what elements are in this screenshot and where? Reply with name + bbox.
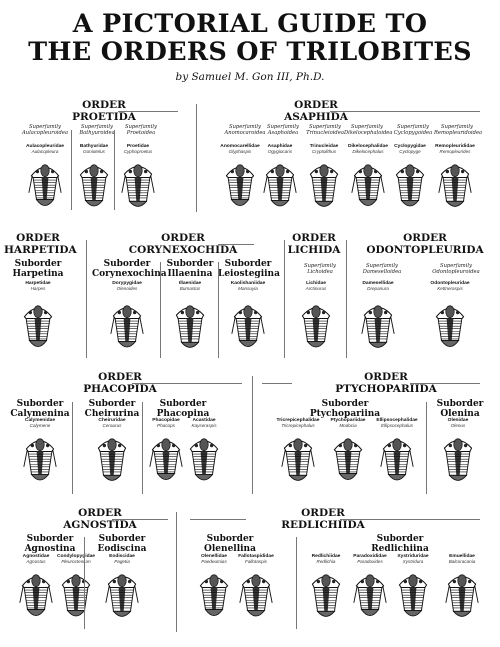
trilobite-icon xyxy=(231,295,265,359)
superfamily-label: Superfamily Trinucleioidea xyxy=(306,124,344,136)
suborder-heading: Suborder Olenina xyxy=(436,399,484,419)
family-label: Redlichiidae xyxy=(311,554,341,559)
trilobite-icon xyxy=(361,295,395,359)
genus-label: Ellipsocephalus xyxy=(381,423,413,428)
divider xyxy=(118,111,178,112)
family-label: Fallotaspididae xyxy=(238,554,274,559)
family-label: Lichidae xyxy=(306,281,326,286)
genus-label: Redlichia xyxy=(316,559,336,564)
genus-label: Calymene xyxy=(29,423,51,428)
divider xyxy=(346,240,347,358)
trilobite-icon xyxy=(77,158,111,214)
trilobite-icon xyxy=(95,432,129,488)
order-heading-proetida: ORDER PROETIDA xyxy=(72,99,136,123)
family-label: Ptychopariidae xyxy=(330,418,366,423)
family-label: Acastidae xyxy=(192,418,216,423)
trilobite-icon xyxy=(299,295,333,359)
divider xyxy=(410,383,480,384)
family-label: Anomocarellidae xyxy=(220,144,260,149)
trilobite-icon xyxy=(396,568,430,624)
divider xyxy=(330,111,480,112)
divider xyxy=(160,262,161,358)
divider xyxy=(176,512,177,632)
divider xyxy=(252,376,253,494)
family-label: Olenellidae xyxy=(200,554,228,559)
genus-label: Pagetia xyxy=(114,559,130,564)
family-label: Condylopygidae xyxy=(56,554,96,559)
suborder-heading: Suborder Olenellina xyxy=(204,534,256,554)
suborder-heading: Suborder Redlichiina xyxy=(371,534,429,554)
family-label: Dorypygidae xyxy=(112,281,142,286)
genus-label: Cyphoproetus xyxy=(123,149,153,154)
order-heading-agnostida: ORDER AGNOSTIDA xyxy=(63,507,137,531)
trilobite-icon xyxy=(433,295,467,359)
trilobite-icon xyxy=(438,158,472,214)
genus-label: Ceraurus xyxy=(102,423,122,428)
divider xyxy=(296,537,297,629)
trilobite-icon xyxy=(263,158,297,214)
trilobite-icon xyxy=(331,432,365,488)
genus-label: Modocia xyxy=(339,423,357,428)
trilobite-icon xyxy=(441,432,475,488)
divider xyxy=(86,240,87,358)
title-line-2: THE ORDERS OF TRILOBITES xyxy=(28,37,472,67)
family-label: Bathyuridae xyxy=(79,144,109,149)
genus-label: Bumastus xyxy=(179,286,201,291)
order-heading-asaphida: ORDER ASAPHIDA xyxy=(284,99,348,123)
family-label: Kaolishaniidae xyxy=(230,281,266,286)
divider xyxy=(340,519,480,520)
suborder-heading: Suborder Phacopina xyxy=(156,399,210,419)
order-heading-ptychopariida: ORDER PTYCHOPARIIDA xyxy=(335,371,437,395)
trilobite-icon xyxy=(393,158,427,214)
genus-label: Xystridura xyxy=(402,559,424,564)
divider xyxy=(84,537,85,629)
suborder-heading: Suborder Ptychopariina xyxy=(309,399,381,419)
family-label: Harpetidae xyxy=(25,281,51,286)
trilobite-icon xyxy=(21,295,55,359)
superfamily-label: Superfamily Asaphoidea xyxy=(267,124,299,136)
divider xyxy=(71,130,72,210)
trilobite-icon xyxy=(187,432,221,488)
superfamily-label: Superfamily Odontopleuroidea xyxy=(432,263,480,275)
family-label: Eodiscidae xyxy=(109,554,135,559)
title-line-1: A PICTORIAL GUIDE TO xyxy=(72,9,428,39)
genus-label: Ogygiocaris xyxy=(267,149,293,154)
suborder-heading: Suborder Corynexochina xyxy=(92,259,167,279)
trilobite-icon xyxy=(105,568,139,624)
order-heading-harpetida: ORDER HARPETIDA xyxy=(4,232,77,256)
suborder-heading: Suborder Eodiscina xyxy=(97,534,147,554)
divider xyxy=(72,402,73,494)
genus-label: Drepanura xyxy=(367,286,389,291)
superfamily-label: Superfamily Cyclopygoidea xyxy=(393,124,433,136)
suborder-heading: Suborder Leiostegiina xyxy=(218,259,280,279)
family-label: Asaphidae xyxy=(267,144,293,149)
genus-label: Phacops xyxy=(157,423,175,428)
family-label: Phacopidae xyxy=(152,418,180,423)
divider xyxy=(426,402,427,494)
genus-label: Cyclopyge xyxy=(399,149,421,154)
trilobite-icon xyxy=(110,295,144,359)
trilobite-icon xyxy=(281,432,315,488)
suborder-heading: Suborder Cheirurina xyxy=(84,399,140,419)
divider xyxy=(262,383,292,384)
genus-label: Cryptolithus xyxy=(311,149,337,154)
superfamily-label: Superfamily Remopleuridoidea xyxy=(434,124,483,136)
trilobite-icon xyxy=(445,568,479,624)
suborder-heading: Suborder Harpetina xyxy=(12,259,64,279)
family-label: Trinucleidae xyxy=(309,144,339,149)
superfamily-label: Superfamily Dikelocephaloidea xyxy=(344,124,393,136)
genus-label: Kayseraspis xyxy=(191,423,217,428)
trilobite-icon xyxy=(239,568,273,624)
divider xyxy=(114,130,115,210)
genus-label: Arctinurus xyxy=(305,286,327,291)
divider xyxy=(190,519,246,520)
family-label: Remopleurididae xyxy=(435,144,475,149)
family-label: Illaenidae xyxy=(178,281,202,286)
order-heading-corynexochida: ORDER CORYNEXOCHIDA xyxy=(128,232,238,256)
genus-label: Pleuroctenium xyxy=(61,559,91,564)
order-heading-phacopida: ORDER PHACOPIDA xyxy=(83,371,157,395)
divider xyxy=(112,519,168,520)
genus-label: Dikelocephalus xyxy=(352,149,384,154)
family-label: Cyclopygidae xyxy=(394,144,426,149)
trilobite-icon xyxy=(121,158,155,214)
family-label: Calymenidae xyxy=(24,418,56,423)
superfamily-label: Superfamily Aulacopleuroidea xyxy=(22,124,69,136)
suborder-heading: Suborder Agnostina xyxy=(24,534,76,554)
trilobite-icon xyxy=(351,158,385,214)
trilobite-icon xyxy=(353,568,387,624)
trilobite-icon xyxy=(23,432,57,488)
trilobite-icon xyxy=(307,158,341,214)
genus-label: Fallotaspis xyxy=(245,559,267,564)
genus-label: Goniotelus xyxy=(83,149,105,154)
family-label: Dikelocephalidae xyxy=(348,144,388,149)
family-label: Cheiruridae xyxy=(98,418,126,423)
order-heading-odontopleurida: ORDER ODONTOPLEURIDA xyxy=(366,232,484,256)
family-label: Paradoxididae xyxy=(353,554,387,559)
trilobite-icon xyxy=(309,568,343,624)
genus-label: Paradoxides xyxy=(357,559,383,564)
family-label: Xystriduridae xyxy=(397,554,429,559)
suborder-heading: Suborder Illaenina xyxy=(166,259,214,279)
genus-label: Mansuyia xyxy=(238,286,258,291)
superfamily-label: Superfamily Proetoidea xyxy=(125,124,157,136)
divider xyxy=(196,104,197,212)
genus-label: Paedeumias xyxy=(201,559,227,564)
genus-label: Kettneraspis xyxy=(437,286,463,291)
genus-label: Tricrepicephalus xyxy=(281,423,315,428)
superfamily-label: Superfamily Anomocaroidea xyxy=(224,124,266,136)
family-label: Olenidae xyxy=(447,418,469,423)
trilobite-icon xyxy=(380,432,414,488)
family-label: Agnostidae xyxy=(22,554,50,559)
genus-label: Olenoides xyxy=(116,286,138,291)
family-label: Tricrepicephalidae xyxy=(276,418,320,423)
divider xyxy=(218,262,219,358)
family-label: Ellipsocephalidae xyxy=(376,418,418,423)
trilobite-icon xyxy=(28,158,62,214)
genus-label: Olenus xyxy=(450,423,466,428)
superfamily-label: Superfamily Bathyuroidea xyxy=(79,124,115,136)
trilobite-icon xyxy=(223,158,257,214)
genus-label: Remopleurides xyxy=(439,149,471,154)
family-label: Odontopleuridae xyxy=(430,281,470,286)
divider xyxy=(284,240,285,358)
divider xyxy=(142,402,143,494)
superfamily-label: Superfamily Lichoidea xyxy=(304,263,336,275)
family-label: Emuellidae xyxy=(449,554,475,559)
genus-label: Glyphaspis xyxy=(228,149,252,154)
genus-label: Agnostus xyxy=(26,559,46,564)
genus-label: Balcoracania xyxy=(448,559,476,564)
suborder-heading: Suborder Calymenina xyxy=(10,399,70,419)
trilobite-icon xyxy=(19,568,53,624)
trilobite-icon xyxy=(149,432,183,488)
divider xyxy=(218,244,254,245)
order-heading-redlichiida: ORDER REDLICHIIDA xyxy=(281,507,365,531)
genus-label: Harpes xyxy=(30,286,46,291)
trilobite-icon xyxy=(173,295,207,359)
divider xyxy=(132,383,242,384)
trilobite-icon xyxy=(59,568,93,624)
family-label: Damesellidae xyxy=(362,281,394,286)
superfamily-label: Superfamily Dameselloidea xyxy=(362,263,402,275)
family-label: Aulacopleuridae xyxy=(25,144,65,149)
order-heading-lichida: ORDER LICHIDA xyxy=(287,232,341,256)
genus-label: Aulacopleura xyxy=(31,149,59,154)
trilobite-icon xyxy=(197,568,231,624)
author-byline: by Samuel M. Gon III, Ph.D. xyxy=(175,71,325,83)
family-label: Proetidae xyxy=(126,144,150,149)
